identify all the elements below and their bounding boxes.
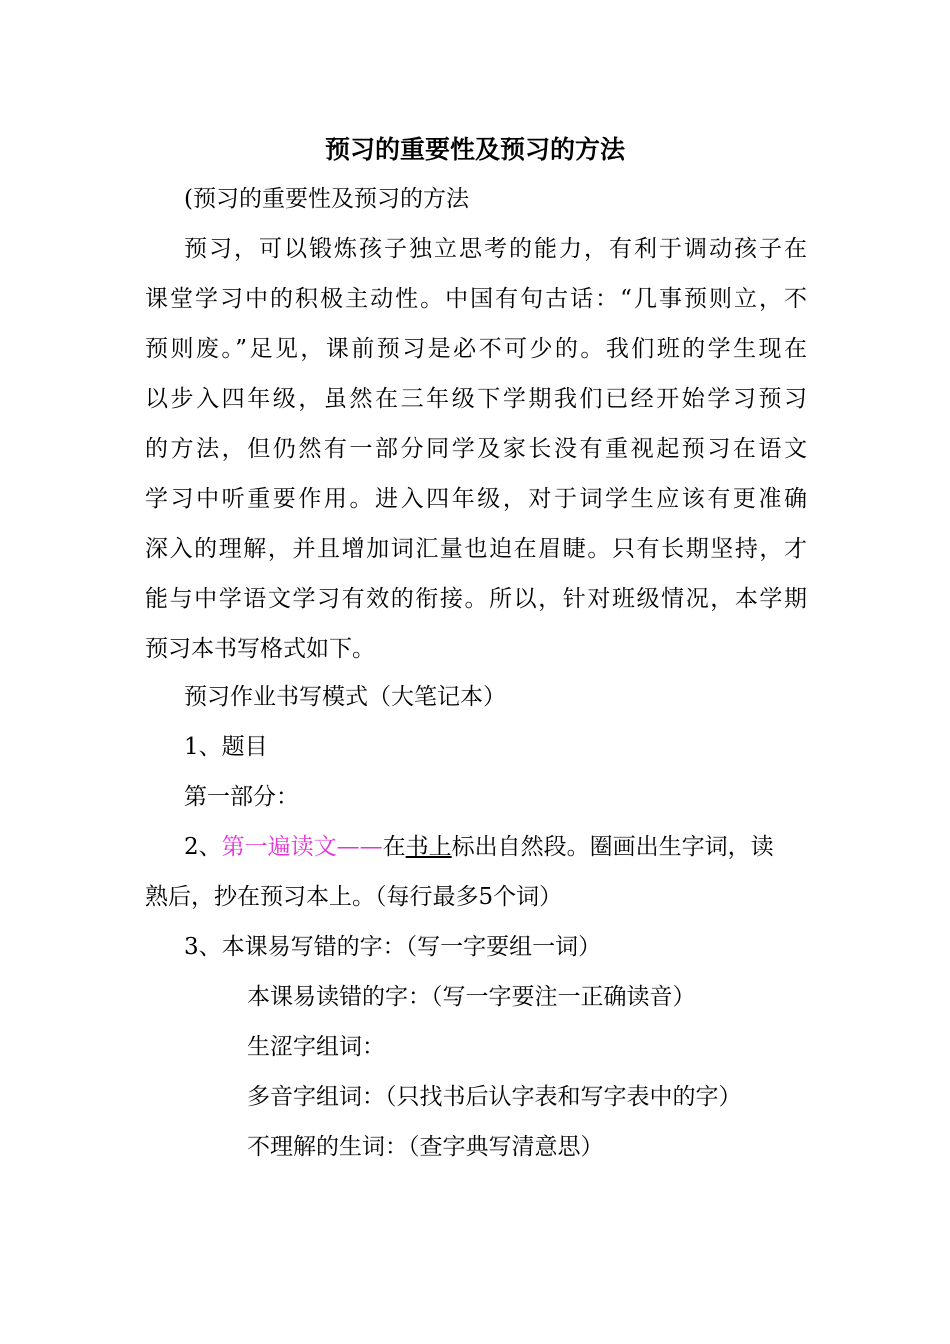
intro-line: 预习本书写格式如下。 <box>145 636 375 662</box>
intro-line: 预习，可以锻炼孩子独立思考的能力，有利于调动孩子在 <box>184 236 807 262</box>
intro-line: 的方法，但仍然有一部分同学及家长没有重视起预习在语文 <box>145 436 807 462</box>
intro-line: 能与中学语文学习有效的衔接。所以，针对班级情况，本学期 <box>145 586 807 612</box>
item-2-underlined: 书上 <box>405 834 452 860</box>
part-1-heading: 第一部分： <box>184 784 299 810</box>
mode-section <box>145 672 807 1172</box>
mode-heading: 预习作业书写模式（大笔记本） <box>184 684 506 710</box>
intro-line: 预则废。”足见，课前预习是必不可少的。我们班的学生现在 <box>145 336 807 362</box>
sub-item: 本课易读错的字：（写一字要注一正确读音） <box>247 984 696 1010</box>
item-2-prefix: 2、 <box>184 834 222 860</box>
item-3: 3、本课易写错的字：（写一字要组一词） <box>184 934 602 960</box>
intro-line: 深入的理解，并且增加词汇量也迫在眉睫。只有长期坚持，才 <box>145 536 807 562</box>
sub-item: 不理解的生词：（查字典写清意思） <box>247 1134 604 1160</box>
item-2-highlight: 第一遍读文—— <box>221 834 383 860</box>
item-2-mid: 在 <box>382 834 406 860</box>
item-1: 1、题目 <box>184 734 268 760</box>
subtitle-line: (预习的重要性及预习的方法 <box>184 186 469 212</box>
intro-line: 课堂学习中的积极主动性。中国有句古话：“几事预则立，不 <box>145 286 807 312</box>
intro-paragraph <box>145 224 807 674</box>
sub-item: 生涩字组词： <box>247 1034 385 1060</box>
intro-line: 学习中听重要作用。进入四年级，对于词学生应该有更准确 <box>145 486 807 512</box>
document-title: 预习的重要性及预习的方法 <box>324 135 625 164</box>
item-2-rest: 标出自然段。圈画出生字词，读 <box>451 834 774 860</box>
item-2-line-1 <box>145 822 807 872</box>
subtitle-paragraph <box>145 174 807 224</box>
item-2-line-2: 熟后，抄在预习本上。（每行最多5个词） <box>145 884 563 910</box>
sub-item: 多音字组词：（只找书后认字表和写字表中的字） <box>247 1084 742 1110</box>
intro-line: 以步入四年级，虽然在三年级下学期我们已经开始学习预习 <box>145 386 807 412</box>
